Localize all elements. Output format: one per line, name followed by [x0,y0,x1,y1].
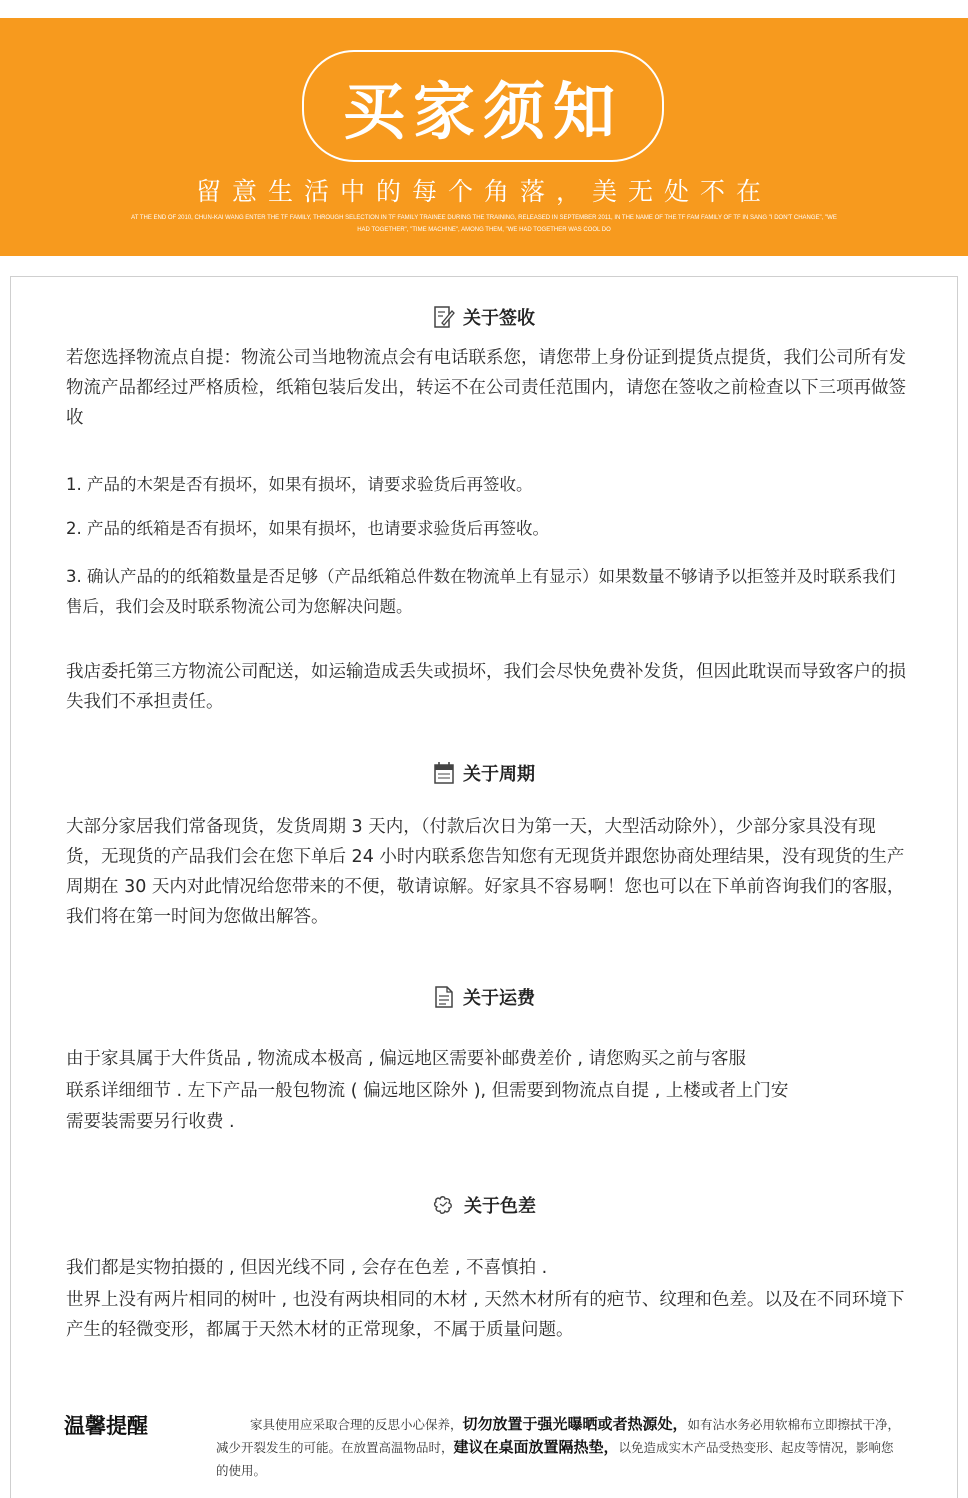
page-title: 买家须知 [342,74,623,148]
section-heading-freight [0,984,968,1010]
freight-line-3: 需要装需要另行收费 . [66,1112,235,1132]
note-pen-icon [433,305,455,329]
cycle-text: 大部分家居我们常备现货，发货周期 3 天内，（付款后次日为第一天，大型活动除外），少部分家具没有现货，无现货的产品我们会在您下单后 24 小时内联系您告知您有无现货并跟您协商处理结果，没有现货的生产周期在 30 天内对此情况给您带来的不便，敬请谅解。好家具不容易啊！您也可以在下单前咨询我们的客服，我们将在第一时间为您做出解答。 [66,817,905,927]
section-title: 关于运费 [463,988,535,1009]
calendar-icon [433,761,455,785]
tip-title: 温馨提醒 [64,1414,148,1438]
color-line-1: 我们都是实物拍摄的 , 但因光线不同 , 会存在色差 , 不喜慎拍 . [66,1258,548,1278]
tip-body [216,1413,906,1482]
tip-part-3: 以免造成实木产品受热变形、起皮等情况，影响您的使用。 [216,1440,894,1478]
tip-part-2: 如有沾水务必用软棉布立即擦拭干净，减少开裂发生的可能。在放置高温物品时， [216,1417,901,1455]
freight-line-1: 由于家具属于大件货品 , 物流成本极高 , 偏远地区需要补邮费差价 , 请您购买之前与客服 [66,1049,747,1069]
color-text-2: 世界上没有两片相同的树叶 , 也没有两块相同的木材 , 天然木材所有的疤节、纹理和色差。以及在不同环境下产生的轻微变形，都属于天然木材的正常现象，不属于质量问题。 [66,1290,905,1340]
signing-item-1: 1. 产品的木架是否有损坏，如果有损坏，请要求验货后再签收。 [66,475,533,494]
section-title: 关于周期 [463,764,535,785]
signing-item-3: 3. 确认产品的的纸箱数量是否足够（产品纸箱总件数在物流单上有显示）如果数量不够请予以拒签并及时联系我们售后，我们会及时联系物流公司为您解决问题。 [66,567,896,616]
header-banner [0,18,968,256]
document-icon [433,985,455,1009]
tip-part-1: 家具使用应采取合理的反思小心保养， [250,1417,463,1432]
english-subtext: AT THE END OF 2010, CHUN-KAI WANG ENTER THE TF FAMILY, THROUGH SELECTION IN TF FAMILY TRAINEE DURING THE TRAINING, RELEASED IN SEPTEMBER 2011, IN THE NAME OF THE TF FAM FAMILY OF TF IN SANG "I DON'T CHANGE", "WE HAD TOGETHER", "TIME MACHINE", AMONG THEM, "WE HAD TOGETHER WAS COOL DO [131,215,837,233]
section-heading-color [0,1192,968,1218]
title-pill [302,50,664,162]
signing-intro: 若您选择物流点自提：物流公司当地物流点会有电话联系您，请您带上身份证到提货点提货，我们公司所有发物流产品都经过严格质检，纸箱包装后发出，转运不在公司责任范围内，请您在签收之前检查以下三项再做签收 [66,348,906,428]
tip-bold-1: 切勿放置于强光曝晒或者热源处， [462,1415,688,1433]
slogan: 留意生活中的每个角落，美无处不在 [195,177,772,206]
signing-item-2: 2. 产品的纸箱是否有损坏，如果有损坏，也请要求验货后再签收。 [66,519,549,538]
signing-note: 我店委托第三方物流公司配送，如运输造成丢失或损坏，我们会尽快免费补发货，但因此耽误而导致客户的损失我们不承担责任。 [66,662,906,712]
puzzle-icon [432,1193,456,1217]
section-heading-signing [0,304,968,330]
section-title: 关于签收 [463,308,535,329]
section-heading-cycle [0,760,968,786]
freight-line-2: 联系详细细节 . 左下产品一般包物流 ( 偏远地区除外 ), 但需要到物流点自提 , 上楼或者上门安 [66,1081,789,1101]
section-title: 关于色差 [464,1196,536,1217]
tip-bold-2: 建议在桌面放置隔热垫， [453,1438,619,1456]
